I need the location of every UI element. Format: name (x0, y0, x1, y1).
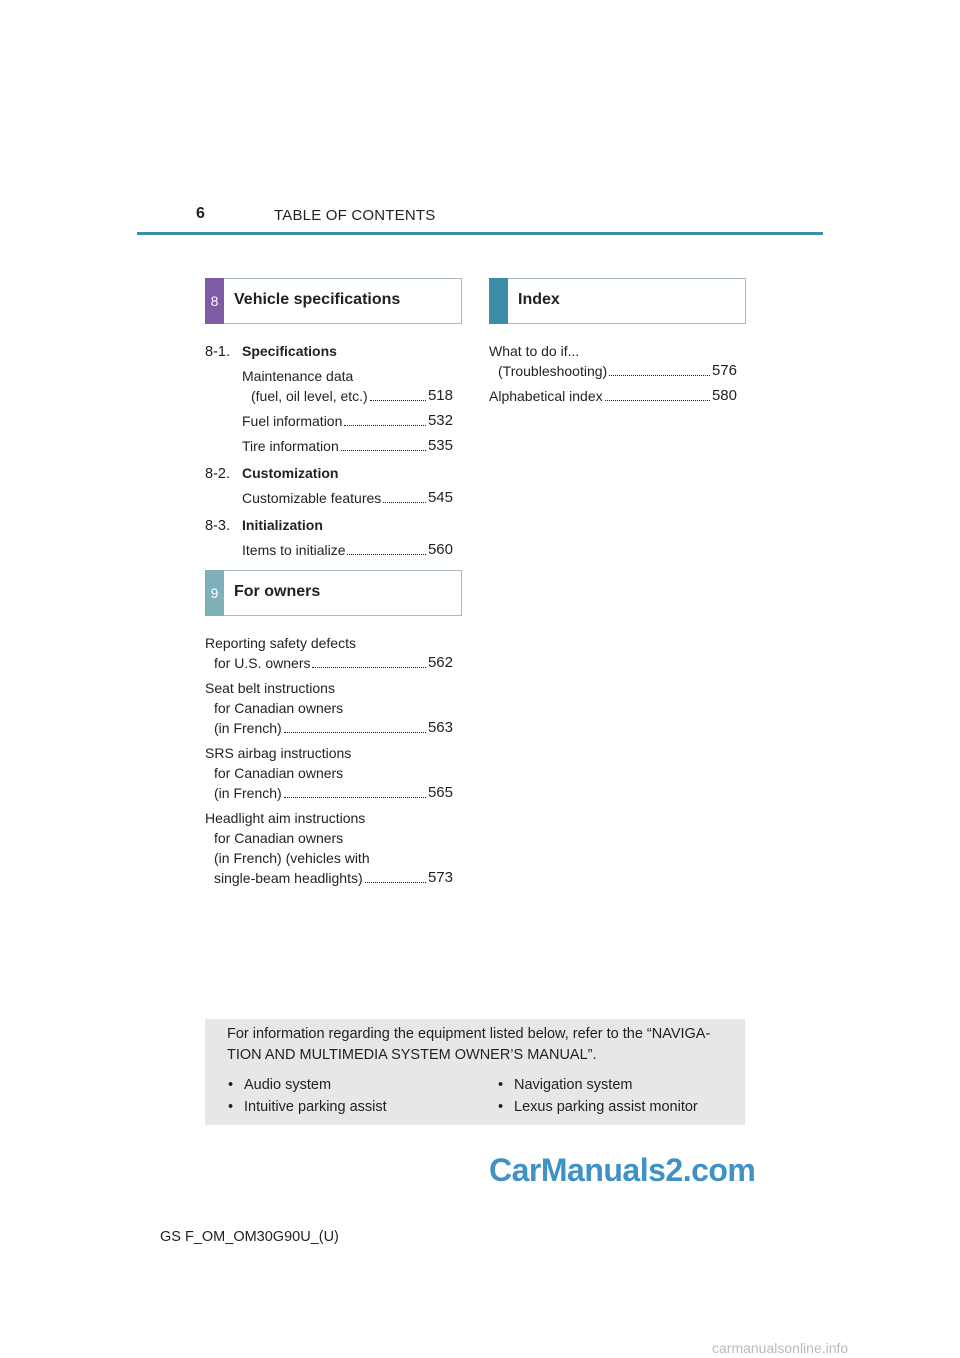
toc-entry-last-line (489, 386, 737, 406)
toc-entry-line (205, 698, 453, 718)
entry-text: Reporting safety defects (205, 635, 356, 651)
toc-entry (489, 386, 737, 406)
note-bullet: • Audio system (228, 1077, 332, 1093)
subsection-title: Initialization (242, 517, 323, 533)
toc-entry-last-line (489, 361, 737, 381)
toc-entry-line (205, 848, 453, 868)
index-title: Index (518, 291, 560, 308)
toc-entry-last-line (205, 783, 453, 803)
section-9-tab: 9 (205, 570, 224, 616)
entry-text: Maintenance data (242, 368, 354, 384)
toc-entry (205, 743, 453, 803)
toc-entry-last-line (205, 718, 453, 738)
toc-entry (205, 436, 453, 456)
toc-entry-last-line (205, 540, 453, 560)
entry-text: Customizable features (242, 490, 382, 506)
page-ref: 580 (711, 387, 737, 404)
entry-text: (in French) (214, 720, 282, 736)
dot-leader (312, 667, 425, 668)
entry-text: for Canadian owners (214, 765, 344, 781)
dot-leader (347, 554, 425, 555)
toc-entry-line (489, 341, 737, 361)
toc-entry (205, 488, 453, 508)
index-tab (489, 278, 508, 324)
toc-entry-last-line (205, 488, 453, 508)
entry-text: Seat belt instructions (205, 680, 335, 696)
dot-leader (284, 732, 426, 733)
toc-entry-line (205, 808, 453, 828)
subsection-heading (205, 463, 453, 484)
toc-entry-last-line (205, 653, 453, 673)
entry-text: Headlight aim instructions (205, 810, 366, 826)
note-bullet: • Navigation system (498, 1077, 633, 1093)
index-entries (489, 341, 737, 411)
toc-entry-last-line (205, 436, 453, 456)
page-ref: 563 (427, 719, 453, 736)
index-header (489, 278, 746, 324)
subsection-heading (205, 341, 453, 362)
page-title: TABLE OF CONTENTS (274, 207, 436, 224)
dot-leader (365, 882, 426, 883)
page-ref: 560 (427, 541, 453, 558)
note-bullet: • Intuitive parking assist (228, 1099, 387, 1115)
dot-leader (284, 797, 426, 798)
entry-text: Fuel information (242, 413, 343, 429)
page-ref: 562 (427, 654, 453, 671)
toc-entry (489, 341, 737, 381)
page-ref: 573 (427, 869, 453, 886)
page-number: 6 (196, 205, 205, 222)
entry-text: for Canadian owners (214, 830, 344, 846)
header-divider (137, 232, 823, 235)
dot-leader (344, 425, 426, 426)
page-ref: 535 (427, 437, 453, 454)
dot-leader (341, 450, 426, 451)
subsection-number: 8-1. (205, 344, 230, 360)
toc-entry-line (205, 828, 453, 848)
entry-text: Items to initialize (242, 542, 346, 558)
subsection-heading (205, 515, 453, 536)
section-9-header (205, 570, 462, 616)
toc-entry-line (205, 633, 453, 653)
page-ref: 545 (427, 489, 453, 506)
entry-text: for U.S. owners (214, 655, 311, 671)
toc-entry-last-line (205, 386, 453, 406)
toc-entry-line (205, 366, 453, 386)
toc-entry (205, 366, 453, 406)
toc-entry (205, 411, 453, 431)
page-ref: 576 (711, 362, 737, 379)
entry-text: SRS airbag instructions (205, 745, 352, 761)
section-9-title: For owners (234, 583, 321, 600)
entry-text: (in French) (vehicles with (214, 850, 370, 866)
subsection-number: 8-3. (205, 518, 230, 534)
note-bullet: • Lexus parking assist monitor (498, 1099, 698, 1115)
entry-text: for Canadian owners (214, 700, 344, 716)
toc-entry-last-line (205, 868, 453, 888)
note-text: For information regarding the equipment listed below, refer to the “NAVIGA-TION AND MULTIMEDIA SYSTEM OWNER’S MANUAL”. (227, 1026, 711, 1063)
dot-leader (605, 400, 710, 401)
entry-text: Alphabetical index (489, 388, 603, 404)
section-9-entries (205, 633, 453, 893)
subsection-title: Customization (242, 465, 339, 481)
toc-entry (205, 808, 453, 888)
entry-text: What to do if... (489, 343, 580, 359)
entry-text: single-beam headlights) (214, 870, 363, 886)
toc-entry-line (205, 763, 453, 783)
page-ref: 532 (427, 412, 453, 429)
toc-entry (205, 540, 453, 560)
subsection-number: 8-2. (205, 466, 230, 482)
dot-leader (609, 375, 710, 376)
page-ref: 518 (427, 387, 453, 404)
dot-leader (383, 502, 426, 503)
toc-entry-last-line (205, 411, 453, 431)
entry-text: (fuel, oil level, etc.) (251, 388, 368, 404)
footer-code: GS F_OM_OM30G90U_(U) (160, 1229, 339, 1245)
watermark-url: carmanualsonline.info (712, 1340, 849, 1356)
subsection-title: Specifications (242, 343, 337, 359)
section-8-header (205, 278, 462, 324)
section-8-title: Vehicle specifications (234, 291, 401, 308)
page-ref: 565 (427, 784, 453, 801)
dot-leader (370, 400, 426, 401)
entry-text: (Troubleshooting) (498, 363, 608, 379)
toc-entry (205, 633, 453, 673)
toc-entry-line (205, 743, 453, 763)
section-8-tab: 8 (205, 278, 224, 324)
watermark-logo: CarManuals2.com (489, 1152, 756, 1188)
toc-entry (205, 678, 453, 738)
entry-text: Tire information (242, 438, 339, 454)
entry-text: (in French) (214, 785, 282, 801)
section-8-entries (205, 341, 453, 567)
toc-entry-line (205, 678, 453, 698)
